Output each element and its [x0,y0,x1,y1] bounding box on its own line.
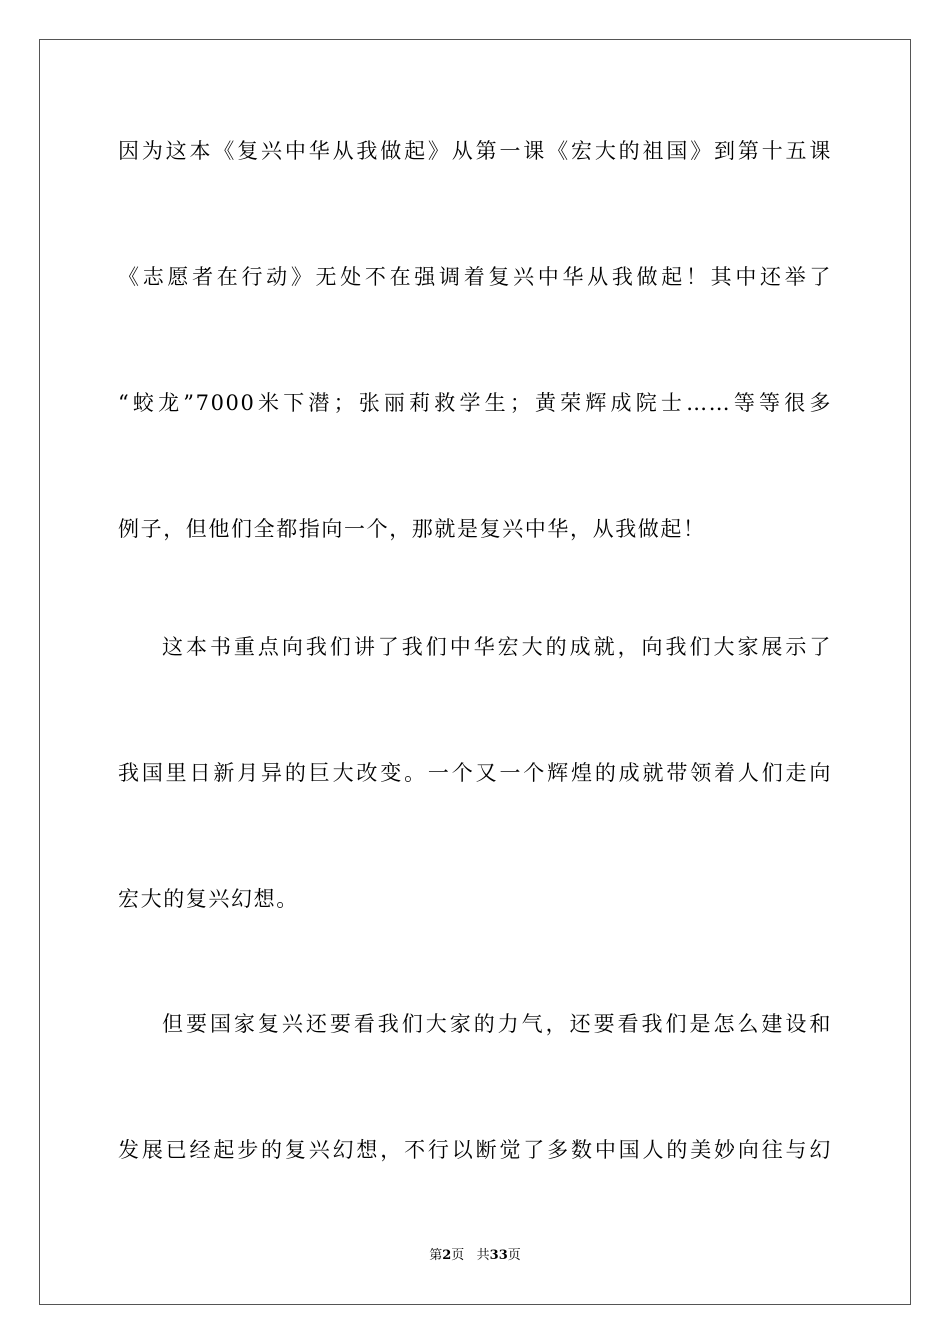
footer-prefix: 第 [429,1248,443,1263]
current-page-number: 2 [442,1248,452,1263]
paragraph-line-3: “蛟龙”7000米下潜；张丽莉救学生；黄荣辉成院士……等等很多 [118,391,832,415]
page-border [39,39,911,1305]
page-footer [0,1247,950,1265]
footer-suffix: 页 [507,1248,521,1263]
total-page-number: 33 [489,1248,508,1263]
paragraph-line-2: 《志愿者在行动》无处不在强调着复兴中华从我做起！其中还举了 [118,265,832,289]
paragraph-line-7: 宏大的复兴幻想。 [118,887,299,911]
paragraph-line-5: 这本书重点向我们讲了我们中华宏大的成就，向我们大家展示了 [162,635,832,659]
paragraph-line-9: 发展已经起步的复兴幻想，不行以断觉了多数中国人的美妙向往与幻 [118,1138,832,1162]
paragraph-line-6: 我国里日新月异的巨大改变。一个又一个辉煌的成就带领着人们走向 [118,761,832,785]
paragraph-line-4: 例子，但他们全都指向一个，那就是复兴中华，从我做起！ [118,517,706,541]
paragraph-line-1: 因为这本《复兴中华从我做起》从第一课《宏大的祖国》到第十五课 [118,139,832,163]
paragraph-line-8: 但要国家复兴还要看我们大家的力气，还要看我们是怎么建设和 [162,1012,832,1036]
footer-middle: 页 共 [451,1248,490,1263]
